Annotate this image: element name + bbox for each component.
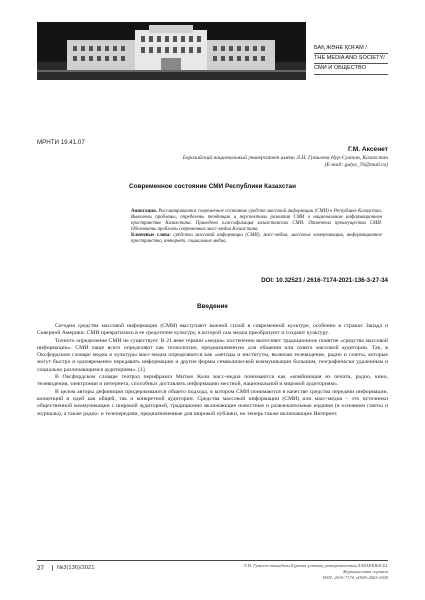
body-paragraph: Сегодня средства массовой информации (СМИ) выступают важной силой в современной культуре, особенно в странах Запада и Северной Америки. СМИ превратились в ее средоточие культуру, в которой сам медиа преобразуют и создают культуру.: [37, 323, 388, 337]
mrnti-code: МРНТИ 19.41.07: [37, 139, 85, 146]
building-illustration-icon: [37, 22, 306, 80]
author-email: (E-mail: gulya_76@mail.ru): [324, 162, 388, 169]
keywords-text: средства массовой информации (СМИ), масс-медиа, массовые коммуникации, информационное пространство, интернет, социальные медиа.: [131, 233, 383, 245]
author-name: Г.М. Аксенет: [347, 146, 388, 153]
footer-journal-info: [188, 563, 388, 580]
author-affiliation: Евразийский национальный университет имени Л.Н. Гумилева Нур-Султан, Казахстан: [182, 155, 388, 162]
journal-name-kz: БАҚ ЖӘНЕ ҚОҒАМ /: [314, 44, 388, 54]
keywords-label: Ключевые слова:: [131, 233, 171, 239]
footer-divider: [37, 560, 388, 561]
author-block: [88, 146, 388, 170]
abstract-text: Рассматривается современное состояние средств массовой информации (СМИ) в Республике Казахстан. Выявлены проблемы, определены тенденции и перспективы развития СМИ в национальном информационном пространстве Казахстана. Приведена классификация казахстанских СМИ. Отмечены преимущества СМИ. Обозначены проблемы современных масс-медиа Казахстана.: [131, 209, 382, 233]
footer-line: ISSN: 2616-7174, eISSN:2663-2500: [322, 574, 388, 580]
journal-name-ru: СМИ И ОБЩЕСТВО: [314, 64, 388, 74]
body-paragraph: Точного определения СМИ не существует. В 21 веке термин «медиа» постепенно вытесняет традиционное понятие «средства массовой информации». СМИ чаще всего определяют как технологию, предназначенную для общения или охвата массовой аудитории. Так, в Оксфордском словаре медиа и культуры масс-медиа определяются как «методы и институты, включая телевидение, радио и газеты, которые могут быстро и одновременно передавать информацию и другие формы символической коммуникации большим, географически удаленным и социально различающимся аудиториям». [1]: [37, 337, 388, 373]
journal-name-en: THE MEDIA AND SOCIETY/: [314, 54, 388, 64]
body-paragraph: В целом авторы дефиниции придерживаются общего подхода, в котором СМИ понимаются в качестве средства передачи информации, концепций и идей как общей, так и конкретной аудитории. Средства массовой информации (СМИ) или масс-медиа – это источники общественной коммуникации с широкой аудиторией, традиционно включающие новостные и развлекательные издания (в основном газеты и журналы), а также радио- и телепередачи, предназначенные для широкой публики, но теперь также включающие Интернет.: [37, 388, 388, 417]
body-text: [37, 323, 388, 418]
doi: DOI: 10.32523 / 2616-7174-2021-136-3-27-34: [261, 277, 388, 284]
university-building-logo: [37, 22, 306, 80]
journal-header: [37, 22, 388, 80]
body-paragraph: В Оксфордском словаре театрал перифразил Митью Коли масс-медиа понимаются как «комбинация из печати, радио, кино, телевидения, электронии и интернета, способных доставлять информацию местной, национальной и мировой аудиториям».: [37, 374, 388, 388]
page-footer: [37, 560, 388, 588]
abstract-label: Аннотация.: [131, 209, 157, 214]
paper-title: Современное состояние СМИ Республики Казахстан: [129, 183, 296, 190]
journal-name: [314, 44, 388, 75]
issue-number: №3(136)/2021: [52, 565, 94, 571]
footer-line: Л.Н. Гумилев атындағы Еуразия ұлттық университетінің ХАБАРШЫСЫ.: [243, 563, 388, 568]
page-number: 27: [37, 565, 44, 572]
footer-line: Журналистика сериясы: [342, 568, 388, 574]
abstract: [131, 209, 382, 246]
section-title: Введение: [197, 303, 228, 310]
